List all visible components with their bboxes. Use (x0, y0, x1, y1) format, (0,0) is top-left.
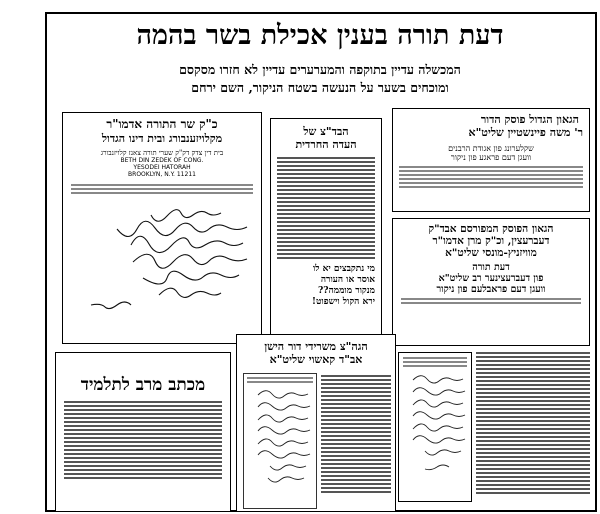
page-subtitle-line2: ומוכחים בשער על הנעשה בשטח הניקור, השם ירחם (191, 80, 449, 95)
box-letter-to-student (55, 352, 231, 512)
box-eida-hachareidis (270, 118, 382, 348)
debrecen-sub-line3: וועגן דעם פראבלעם פון ניקור (436, 284, 546, 295)
kashoi-body-text (321, 373, 391, 495)
box-rav-moshe-feinstein (392, 108, 590, 212)
letterhead-english-2: YESODEI HATORAH (133, 164, 191, 171)
letterhead-english-1: BETH DIN ZEDEK OF CONG. (120, 157, 204, 164)
eida-bold-line1: מי נתקבצים יא לו (312, 264, 375, 274)
eida-body-text (277, 157, 375, 259)
box-debrecen-vizhnitz (392, 218, 590, 346)
kashoi-heading-line2: אב"ד קאשוי שליט"א (269, 353, 363, 366)
kashoi-letter-scan (243, 373, 317, 509)
feinstein-sub-line1: שקלערונג פון אגודת הרבנים (448, 144, 534, 153)
debrecen-body-text (401, 298, 581, 304)
typed-letter-lines (71, 184, 253, 194)
box-kashoi-rav (236, 334, 396, 512)
eida-bold-line3: מנקור מוממה?? (318, 286, 375, 296)
eida-heading-line1: הבד"צ של (303, 125, 349, 138)
scanned-letter-right (398, 352, 472, 502)
kashoi-handwriting (244, 386, 314, 496)
debrecen-heading-line3: מוויזניץ-מונסי שליט"א (445, 247, 537, 259)
debrecen-sub-line2: פון דעברעצינער רב שליט"א (438, 273, 544, 284)
letterhead-english-3: BROOKLYN, N.Y. 11211 (128, 171, 196, 178)
lower-right-text-column (476, 350, 590, 502)
letter-box-klausenburg (62, 112, 262, 344)
letter-to-student-heading: מכתב מרב לתלמיד (80, 375, 206, 395)
debrecen-heading-line1: הגאון הפוסק המפורסם אבד"ק (428, 223, 554, 235)
debrecen-heading-line2: דעברעצין, וכ"ק מרן אדמו"ר (432, 235, 550, 247)
klausenburg-heading-line1: כ"ק שר התורה אדמו"ר (106, 117, 218, 131)
handwritten-letter (71, 205, 253, 317)
letter-to-student-body (64, 401, 222, 479)
eida-bold-line4: ירא הקול וישפוט! (312, 297, 375, 307)
feinstein-heading-line1: הגאון הגדול פוסק הדור (480, 113, 579, 126)
page-title: דעת תורה בענין אכילת בשר בהמה (136, 20, 504, 51)
feinstein-sub-line2: וועגן דעם פראגע פון ניקור (450, 153, 532, 162)
handwriting-scribble (71, 205, 253, 317)
feinstein-heading-line2: ר' משה פיינשטיין שליט"א (468, 126, 583, 139)
page-subtitle-line1: המכשלה עדיין בתוקפה והמערערים עדיין לא חזרו מסקסם (179, 62, 461, 77)
scanned-letter-handwriting (399, 371, 469, 481)
kashoi-heading-line1: הגה"צ משרידי דור הישן (264, 340, 368, 353)
feinstein-body-text (399, 166, 583, 188)
letterhead-hebrew: בית דין צדק דק"ק שערי תורה צאנז קלויזנבורג (100, 149, 224, 157)
eida-bold-line2: אוסר או העורה (320, 275, 375, 285)
eida-heading-line2: העדה החרדית (295, 138, 357, 151)
klausenburg-heading-line2: מקלויזענבורג ובית דינו הגדול (101, 132, 223, 145)
debrecen-sub-line1: דעת תורה (472, 262, 510, 273)
